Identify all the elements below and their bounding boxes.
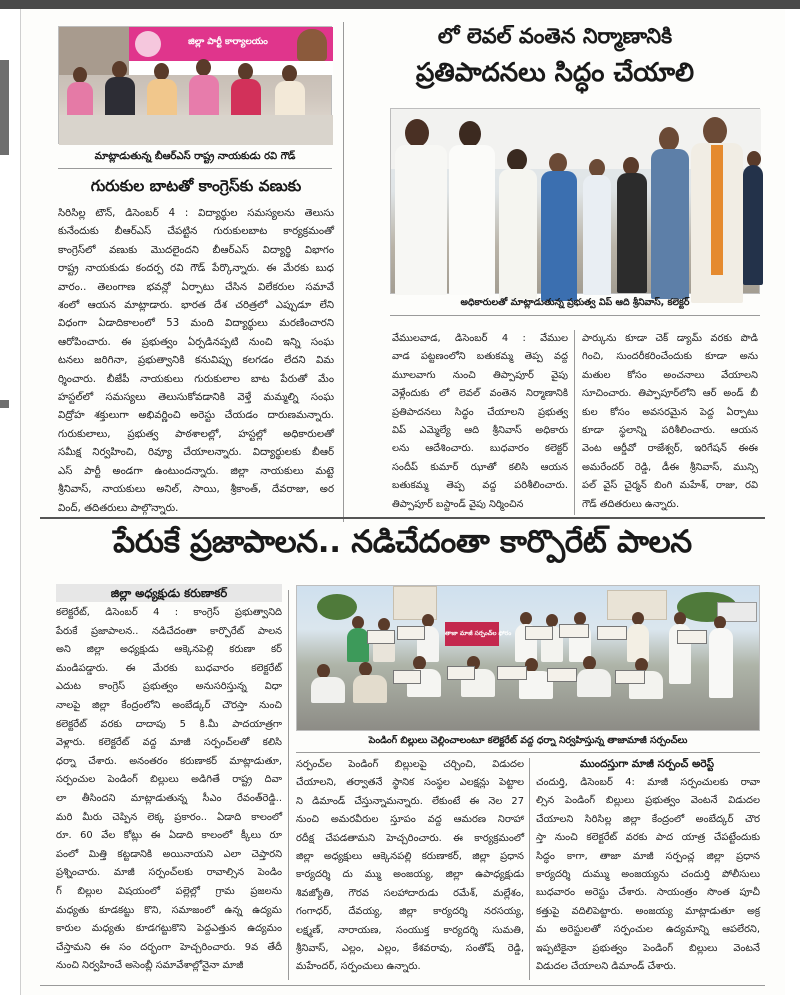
column-divider	[529, 758, 530, 980]
section-rule	[40, 517, 765, 519]
text-line: సిద్ధం కాగా, తాజా మాజీ సర్పంచ్ల జిల్లా ప్రధాన	[536, 850, 760, 862]
text-line: ఎస్ పార్టీ అండగా ఉంటుందన్నారు. జిల్లా నాయకులు మట్టె	[58, 465, 334, 477]
story-body-column-2	[582, 330, 758, 520]
text-line: సర్పంచ్‌ల పెండింగ్ బిల్లులపై చర్చించి, విడుదల	[296, 759, 524, 770]
text-line: వెంట ఆర్డీవో రాజేశ్వర్, ఇరిగేషన్ ఈఈ	[582, 443, 758, 455]
story-body-column-1	[392, 330, 568, 520]
press-meet-photo	[58, 26, 332, 144]
text-line: సూచించారు. తిప్పాపూర్‌లోని ఆర్ అండ్ బీ	[582, 388, 758, 400]
text-line: విధంగా ఏడాదికాలంలో 53 మంది విద్యార్థులు మరణించారని	[58, 318, 334, 330]
text-line: కారుల మధ్యతు కూడగట్టుకొని పెద్దఎత్తున ఉద్యమం	[56, 923, 282, 935]
text-line: నుంచి నిర్వహించే అసెంబ్లీ సమావేశాల్లోనైనా మాజీ	[56, 960, 244, 972]
text-line: లను ఆదేశించారు. బుధవారం కలెక్టర్	[392, 443, 568, 455]
site-inspection-photo	[390, 108, 760, 294]
text-line: హస్టల్‌లో సమస్యలు తెలుసుకోవడానికి వెళ్తే మమ్మల్ని సంఘ	[58, 392, 334, 404]
text-line: కుల కోసం అవసరమైన పెద్ద ఏర్పాటు	[582, 406, 758, 418]
text-line: లా తీసిందని మాట్లాడుతున్న సీఎం రేవంత్‌రెడ్డి..	[56, 792, 282, 804]
text-line: అమరేందర్ రెడ్డి, డీఈ శ్రీనివాస్, మున్సి	[582, 461, 758, 473]
story-subhead: జిల్లా అధ్యక్షుడు కరుణాకర్	[56, 584, 282, 602]
text-line: సందీప్ కుమార్ ఝాతో కలిసి ఆయన	[392, 461, 568, 473]
text-line: పల్ వైస్ చైర్మన్ బింగి మహేశ్, రాజు, రవి	[582, 480, 758, 492]
text-line: గౌడ్ తదితరులు ఉన్నారు.	[582, 498, 680, 510]
text-line: లక్ష్మణ్, నారాయణ, సంయుక్త కార్యదర్శి సుమతి,	[296, 924, 524, 936]
sidebar-heading: ముందస్తుగా మాజీ సర్పంచ్ అరెస్ట్	[580, 758, 714, 770]
story-body-column-2	[296, 756, 524, 982]
column-divider	[288, 590, 289, 980]
caption-rule	[58, 168, 332, 169]
text-line: పేరుకే ప్రజాపాలన.. నడిచేదంతా కార్పొరేట్ పాలన	[56, 625, 282, 637]
text-line: స్తా నుంచి కలెక్టరేట్ వరకు పాద యాత్ర చేపట్టేందుకు	[536, 832, 760, 844]
text-line: బుధవారం అరెస్టు చేశారు. సాయంత్రం సొంత పూచీ	[536, 887, 760, 899]
text-line: వారం.. తెలంగాణ భవన్లో ఏర్పాటు చేసిన విలేకరుల సమావే	[58, 281, 334, 293]
text-line: అని జిల్లా అధ్యక్షుడు ఆక్కెనపెల్లి కరుణా కర్	[56, 644, 282, 656]
story-headline-line1: లో లెవల్ వంతెన నిర్మాణానికి	[437, 24, 673, 48]
text-line: ఎదుట కాంగ్రెస్ ప్రభుత్వం అనుసరిస్తున్న విధా	[56, 681, 282, 693]
left-edge-marker	[0, 400, 9, 408]
text-line: వెళ్లారు. కలెక్టరేట్ వద్ద మాజీ సర్పంచ్‌లతో కలిసి	[56, 737, 282, 749]
text-line: ల్సిన పెండింగ్ బిల్లులు ప్రభుత్వం వెంటనే విడుదల	[536, 795, 760, 807]
column-divider	[574, 330, 575, 515]
text-line: మూలవాగు నుంచి తిప్పాపూర్ వైపు	[392, 369, 568, 381]
text-line: మండిపడ్డారు. ఈ మేరకు బుధవారం కలెక్టరేట్	[56, 662, 282, 674]
text-line: ని డిమాండ్ చేస్తున్నామన్నారు. లేకుంటే ఈ నెల 27	[296, 795, 524, 807]
text-line: సమీక్ష నిర్వహించి, రివ్యూ చేయాలన్నారు. విద్యార్థులకు బీఆర్	[58, 447, 334, 459]
dharna-photo	[296, 585, 760, 731]
text-line: ఇప్పటికైనా ప్రభుత్వం పెండింగ్ బిల్లులు వెంటనే	[536, 942, 760, 954]
bottom-rule	[40, 985, 765, 986]
text-line: కత్తుపై వదిలిపెట్టారు. అంజయ్య మాట్లాడుతూ అక్ర	[536, 905, 760, 917]
text-line: గురుకులాలు, ప్రభుత్వ పాఠశాలల్లో, హస్టల్లో అధికారులతో	[58, 428, 334, 440]
text-line: నాలపై జిల్లా కేంద్రంలోని అంబేడ్కర్ చౌరస్తా నుంచి	[56, 699, 282, 711]
text-line: బతుకమ్మ తెప్ప వద్ద పరిశీలించారు.	[392, 480, 568, 492]
text-line: శివజ్యోతి, గౌరవ సలహాదారుడు రమేశ్, మల్లేశం,	[296, 887, 524, 899]
text-line: వేములవాడ, డిసెంబర్ 4 : వేముల	[392, 333, 568, 344]
text-line: సర్పంచుల పెండింగ్ బిల్లులు అడిగితే రాష్ట్ర దివా	[56, 774, 282, 786]
page-left-rule	[20, 9, 21, 995]
protest-banner: తాజా మాజీ సర్పంచ్‌ల ఫోరం	[445, 622, 499, 646]
text-line: శ్రీనివాస్, ఎల్లం, ఎల్లం, కేశవరావు, సంతోష్ రెడ్డి,	[296, 943, 524, 955]
text-line: ధర్నా చేశారు. అనంతరం కరుణాకర్ మాట్లాడుతూ,	[56, 755, 282, 767]
text-line: మరి మీరు చెప్పిన లెక్క ప్రకారం.. ఏడాది కాలంలో	[56, 811, 282, 823]
text-line: ప్రశ్నించారు. మాజీ సర్పంచ్‌లకు రావాల్సిన పెండిం	[56, 867, 282, 879]
text-line: మతుల కోసం అంచనాలు వేయాలని	[582, 369, 758, 381]
text-line: కలెక్టరేట్ వరకు దాదాపు 5 కి.మీ పాదయాత్రగా	[56, 718, 282, 730]
text-line: రదీక్ష చేపడతామని హెచ్చరించారు. ఈ కార్యక్రమంలో	[296, 832, 524, 844]
text-line: విద్రోహ శక్తులుగా అభివర్ణించి అరెస్టు చేయడం దారుణమన్నారు.	[58, 410, 334, 422]
text-line: గంగాధర్, దేవయ్య, జిల్లా కార్యదర్శి నరసయ్య,	[296, 906, 524, 918]
text-line: పార్కును కూడా చెక్ డ్యామ్ వరకు పొడి	[582, 333, 758, 344]
text-line: కూడా స్థలాన్ని పరిశీలించారు. ఆయన	[582, 425, 758, 437]
text-line: వెళ్లేందుకు లో లెవల్ వంతెన నిర్మాణానికి	[392, 388, 568, 400]
text-line: వింద్, తదితరులు పాల్గొన్నారు.	[58, 502, 179, 514]
photo-caption: అధికారులతో మాట్లాడుతున్న ప్రభుత్వ విప్ ఆది శ్రీనివాస్, కలెక్టర్	[460, 297, 690, 308]
text-line: వాడ పట్టణంలోని బతుకమ్మ తెప్ప వద్ద	[392, 351, 568, 363]
party-banner-text: జిల్లా పార్టీ కార్యాలయం	[188, 37, 268, 47]
text-line: టనలు జరిగినా, ప్రభుత్వానికి కనువిప్పు కలగడం లేదని విమ	[58, 355, 334, 367]
story-headline: గురుకుల బాటతో కాంగ్రెస్‌కు వణుకు	[90, 177, 302, 195]
text-line: మధ్యతు కూడకట్టు కొని, సమాజంలో ఉన్న ఉద్యమ	[56, 904, 282, 916]
text-line: కలెక్టరేట్, డిసెంబర్ 4 : కాంగ్రెస్ ప్రభుత్వానిది	[56, 607, 282, 618]
text-line: మహేందర్, సర్పంచులు ఉన్నారు.	[296, 961, 421, 973]
text-line: పంలో మిత్తి కట్టడానికి అయినాయని ఎలా చెప్తారని	[56, 848, 282, 860]
text-line: విడుదల చేయాలని డిమాండ్ చేశారు.	[536, 961, 677, 973]
text-line: సిరిసిల్ల టౌన్, డిసెంబర్ 4 : విద్యార్థుల సమస్యలను తెలుసు	[58, 208, 334, 219]
text-line: తిప్పాపూర్ బస్టాండ్ వైపు నిర్మించిన	[392, 498, 524, 510]
text-line: ప్రతిపాదనలు సిద్ధం చేయాలని ప్రభుత్వ	[392, 406, 568, 418]
text-line: శంలో ఆయన మాట్లాడారు. భారత దేశ చరిత్రలో ఎప్పుడూ లేని	[58, 300, 334, 312]
text-line: శ్రీనివాస్, నాయకులు అనిల్, సాయి, శ్రీకాంత్, దేవరాజు, అర	[58, 484, 334, 496]
left-edge-marker	[0, 60, 9, 155]
story-headline-line2: ప్రతిపాదనలు సిద్ధం చేయాలి	[415, 58, 695, 88]
text-line: జిల్లా అధ్యక్షులు ఆక్కెనపల్లి కరుణాకర్, జిల్లా ప్రధాన	[296, 851, 524, 863]
text-line: గ్ బిల్లుల విషయంలో పల్లెల్లో గ్రామ ప్రజలను	[56, 885, 282, 897]
sidebar-body	[536, 774, 760, 982]
text-line: చేయాలని సిరిసిల్ల జిల్లా కేంద్రంలో అంబేద్కర్ చౌర	[536, 813, 760, 825]
text-line: నుంచి అమరవీరుల స్తూపం వద్ద ఆమరణ నిరాహా	[296, 814, 524, 826]
main-headline: పేరుకే ప్రజాపాలన.. నడిచేదంతా కార్పొరేట్ పాలన	[113, 524, 692, 560]
text-line: ర్శించారు. బీజేపీ నాయకులు గురుకులాల బాట పేరుతో మేం	[58, 373, 334, 385]
text-line: ఆరోపించారు. ఈ ప్రభుత్వం ఏర్పడినప్పటి నుంచి ఇన్ని సంఘ	[58, 336, 334, 348]
text-line: చేయాలని, తర్వాతనే స్థానిక సంస్థల ఎలక్షన్లు పెట్టాల	[296, 777, 524, 789]
text-line: విప్ ఎమ్మెల్యే ఆది శ్రీనివాస్ అధికారు	[392, 425, 568, 437]
text-line: చందుర్తి, డిసెంబర్ 4: మాజీ సర్పంచులకు రావా	[536, 777, 760, 788]
text-line: కాంగ్రెస్‌లో వణుకు మొదలైందని బీఆర్ఎస్ విద్యార్థి విభాగం	[58, 244, 334, 256]
text-line: రాష్ట్ర నాయకుడు కందర్ప రవి గౌడ్ పేర్కొన్నారు. ఈ మేరకు బుధ	[58, 263, 334, 275]
story-body-column-1	[56, 604, 282, 986]
text-line: కార్యదర్శి దు మ్ము అంజయ్య, జిల్లా ఉపాధ్యక్షుడు	[296, 869, 524, 881]
photo-caption: మాట్లాడుతున్న బీఆర్ఎస్ రాష్ట్ర నాయకుడు రవి గౌడ్	[94, 151, 296, 162]
viewer-top-bar	[0, 0, 800, 9]
text-line: గించి, సుందరీకరించేందుకు కూడా అను	[582, 351, 758, 363]
caption-rule	[296, 752, 760, 753]
column-divider	[343, 22, 344, 522]
photo-caption: పెండింగ్ బిల్లులు చెల్లించాలంటూ కలెక్టరేట్ వద్ద ధర్నా నిర్వహిస్తున్న తాజామాజీ సర్పంచ్‌లు	[368, 735, 688, 746]
text-line: కునేందుకు బీఆర్ఎస్ చేపట్టిన గురుకులబాట కార్యక్రమంతో	[58, 226, 334, 238]
text-line: కార్యదర్శి దుమ్ము అంజయ్యను చందుర్తి పోలీసులు	[536, 869, 760, 881]
text-line: రూ. 60 వేల కోట్లు ఈ ఏడాది కాలంలో క్కీలు రూ	[56, 830, 282, 842]
caption-rule	[390, 315, 760, 316]
story-body	[58, 205, 334, 525]
text-line: మ అరెస్టులతో సర్పంచుల ఉద్యమాన్ని ఆపలేరని,	[536, 924, 760, 936]
text-line: చేస్తామని ఈ సం దర్భంగా హెచ్చరించారు. 9వ తేదీ	[56, 941, 282, 953]
